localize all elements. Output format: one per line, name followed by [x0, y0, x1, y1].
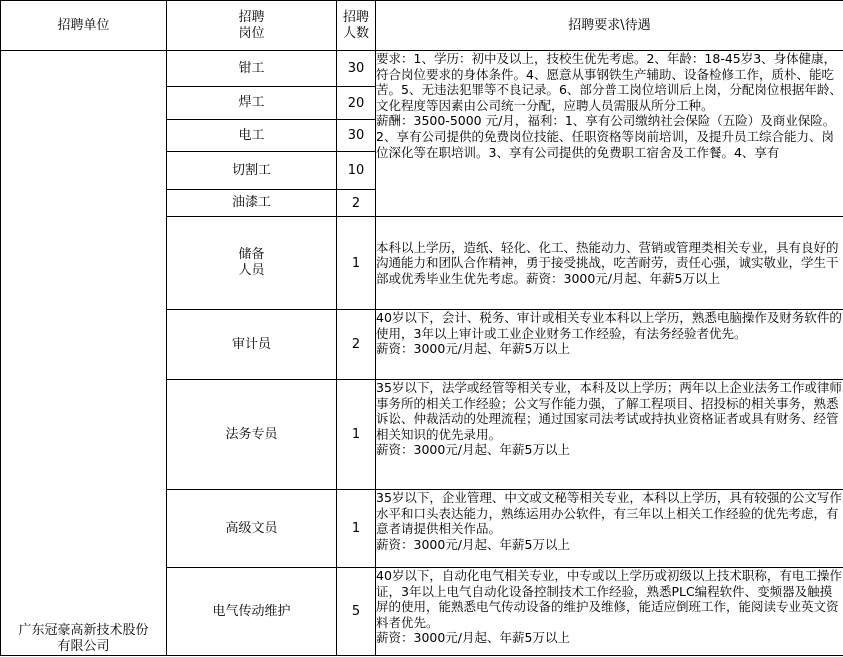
post-count: 20 — [337, 87, 376, 120]
requirements-clerk — [376, 490, 843, 568]
post-count: 10 — [337, 152, 376, 190]
requirements-text: 35岁以下，企业管理、中文或文秘等相关专业，本科以上学历，具有较强的公文写作水平和口头表达能力，熟练运用办公软件，有三年以上相关工作经验的优先考虑，有意者请提供相关作品。 薪资：3000元/月起、年薪5万以上 — [376, 490, 842, 552]
post-count: 2 — [337, 310, 376, 380]
post-name: 钳工 — [167, 51, 337, 87]
post-count: 1 — [337, 380, 376, 490]
post-name: 焊工 — [167, 87, 337, 120]
post-name: 审计员 — [167, 310, 337, 380]
requirements-text: 40岁以下，会计、税务、审计或相关专业本科以上学历，熟悉电脑操作及财务软件的使用，3年以上审计或工业企业财务工作经验，有法务经验者优先。 薪资：3000元/月起、年薪5万以上 — [376, 310, 842, 357]
post-name: 储备 人员 — [167, 217, 337, 310]
requirements-text: 本科以上学历，造纸、轻化、化工、热能动力、营销或管理类相关专业，具有良好的沟通能力和团队合作精神，勇于接受挑战，吃苦耐劳，责任心强，诚实敬业，学生干部或优秀毕业生优先考虑。薪资：3000元/月起、年薪5万以上 — [376, 239, 839, 286]
post-name: 高级文员 — [167, 490, 337, 568]
post-name: 电工 — [167, 120, 337, 152]
post-name: 电气传动维护 — [167, 568, 337, 656]
post-name: 油漆工 — [167, 190, 337, 217]
post-name: 切割工 — [167, 152, 337, 190]
requirements-electric — [376, 568, 843, 656]
header-count: 招聘 人数 — [337, 1, 376, 51]
header-requirements: 招聘要求\待遇 — [376, 1, 843, 51]
header-company: 招聘单位 — [1, 1, 167, 51]
company-name: 广东冠豪高新技术股份 有限公司 — [1, 51, 167, 656]
requirements-workers — [376, 51, 843, 217]
header-post: 招聘 岗位 — [167, 1, 337, 51]
post-count: 1 — [337, 217, 376, 310]
post-count: 30 — [337, 120, 376, 152]
requirements-text: 40岁以下，自动化电气相关专业，中专或以上学历或初级以上技术职称，有电工操作证，3年以上电气自动化设备控制技术工作经验，熟悉PLC编程软件、变频器及触摸屏的使用，能熟悉电气传动设备的维护及维修，能适应倒班工作，能阅读专业英文资料者优先。 薪资：3000元/月起、年薪5万以上 — [376, 568, 842, 646]
post-count: 2 — [337, 190, 376, 217]
post-count: 1 — [337, 490, 376, 568]
table-row — [1, 51, 843, 87]
requirements-auditor — [376, 310, 843, 380]
requirements-text: 要求：1、学历：初中及以上，技校生优先考虑。2、年龄：18-45岁3、身体健康，符合岗位要求的身体条件。4、愿意从事钢铁生产辅助、设备检修工作，质朴、能吃苦。5、无违法犯罪等不良记录。6、部分普工岗位培训后上岗，分配岗位根据年龄、文化程度等因素由公司统一分配，应聘人员需服从所分工种。 薪酬：3500-5000 元/月，福利：1、享有公司缴纳社会保险（五险）及商业保险。2、享有公司提供的免费岗位技能、任职资格等岗前培训，及提升员工综合能力、岗位深化等在职培训。3、享有公司提供的免费职工宿舍及工作餐。4、享有 — [376, 51, 842, 160]
requirements-reserve — [376, 217, 843, 310]
header-row — [1, 1, 843, 51]
post-count: 5 — [337, 568, 376, 656]
post-count: 30 — [337, 51, 376, 87]
post-name: 法务专员 — [167, 380, 337, 490]
requirements-legal — [376, 380, 843, 490]
requirements-text: 35岁以下，法学或经管等相关专业，本科及以上学历；两年以上企业法务工作或律师事务所的相关工作经验；公文写作能力强，了解工程项目、招投标的相关事务，熟悉诉讼、仲裁活动的处理流程；通过国家司法考试或持执业资格证者或具有财务、经管相关知识的优先录用。 薪资：3000元/月起、年薪5万以上 — [376, 380, 842, 458]
